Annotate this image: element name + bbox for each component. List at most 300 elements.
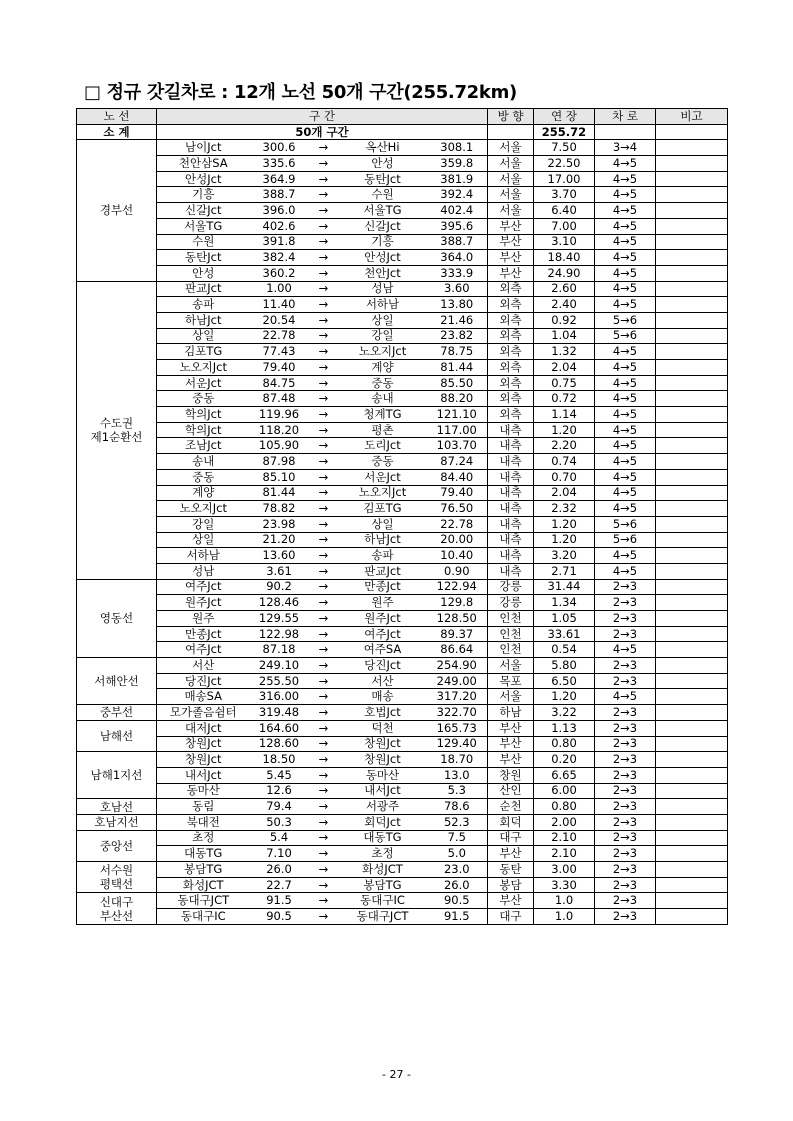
- to-km: 18.70: [427, 752, 488, 768]
- from-km: 1.00: [250, 281, 309, 297]
- lanes: 4→5: [595, 407, 656, 423]
- subtotal-length: 255.72: [534, 124, 595, 140]
- table-row: [77, 689, 728, 705]
- arrow: →: [309, 862, 339, 878]
- from-km: 402.6: [250, 218, 309, 234]
- from-km: 382.4: [250, 250, 309, 266]
- length: 1.20: [534, 689, 595, 705]
- to-km: 5.3: [427, 783, 488, 799]
- from-point: 기흥: [157, 187, 250, 203]
- direction: 목포: [488, 673, 534, 689]
- arrow: →: [309, 909, 339, 925]
- to-point: 동마산: [339, 767, 427, 783]
- lanes: 2→3: [595, 626, 656, 642]
- to-km: 254.90: [427, 658, 488, 674]
- table-row: [77, 909, 728, 925]
- direction: 순천: [488, 799, 534, 815]
- lanes: 2→3: [595, 720, 656, 736]
- table-row: [77, 846, 728, 862]
- route-name: 서수원 평택선: [77, 862, 157, 893]
- to-km: 84.40: [427, 469, 488, 485]
- from-km: 164.60: [250, 720, 309, 736]
- to-km: 10.40: [427, 548, 488, 564]
- to-km: 388.7: [427, 234, 488, 250]
- to-point: 원주: [339, 595, 427, 611]
- table-row: [77, 532, 728, 548]
- remarks: [656, 218, 728, 234]
- remarks: [656, 344, 728, 360]
- direction: 대구: [488, 909, 534, 925]
- length: 5.80: [534, 658, 595, 674]
- to-point: 안성: [339, 156, 427, 172]
- header-row: [77, 109, 728, 125]
- remarks: [656, 501, 728, 517]
- to-point: 대동TG: [339, 830, 427, 846]
- arrow: →: [309, 375, 339, 391]
- from-km: 12.6: [250, 783, 309, 799]
- arrow: →: [309, 360, 339, 376]
- to-point: 평촌: [339, 422, 427, 438]
- route-name: 영동선: [77, 579, 157, 657]
- to-km: 381.9: [427, 171, 488, 187]
- table-row: [77, 281, 728, 297]
- lanes: 2→3: [595, 736, 656, 752]
- direction: 부산: [488, 250, 534, 266]
- to-point: 노오지Jct: [339, 485, 427, 501]
- route-name: 호남지선: [77, 814, 157, 830]
- length: 0.20: [534, 752, 595, 768]
- lanes: 5→6: [595, 516, 656, 532]
- to-point: 회덕Jct: [339, 814, 427, 830]
- remarks: [656, 438, 728, 454]
- remarks: [656, 454, 728, 470]
- from-km: 22.78: [250, 328, 309, 344]
- from-km: 119.96: [250, 407, 309, 423]
- lanes: 5→6: [595, 532, 656, 548]
- length: 0.75: [534, 375, 595, 391]
- from-km: 5.45: [250, 767, 309, 783]
- from-km: 79.40: [250, 360, 309, 376]
- arrow: →: [309, 438, 339, 454]
- subtotal-direction: [488, 124, 534, 140]
- arrow: →: [309, 611, 339, 627]
- to-point: 판교Jct: [339, 563, 427, 579]
- arrow: →: [309, 171, 339, 187]
- from-km: 7.10: [250, 846, 309, 862]
- table-row: [77, 814, 728, 830]
- length: 1.20: [534, 516, 595, 532]
- page-title: □ 정규 갓길차로 : 12개 노선 50개 구간(255.72km): [84, 82, 517, 103]
- from-point: 대저Jct: [157, 720, 250, 736]
- direction: 외측: [488, 281, 534, 297]
- remarks: [656, 469, 728, 485]
- lanes: 4→5: [595, 344, 656, 360]
- length: 24.90: [534, 265, 595, 281]
- length: 3.30: [534, 877, 595, 893]
- from-point: 화성JCT: [157, 877, 250, 893]
- arrow: →: [309, 814, 339, 830]
- to-point: 여주Jct: [339, 626, 427, 642]
- arrow: →: [309, 407, 339, 423]
- lanes: 5→6: [595, 328, 656, 344]
- from-point: 서산: [157, 658, 250, 674]
- to-km: 52.3: [427, 814, 488, 830]
- length: 2.40: [534, 297, 595, 313]
- direction: 대구: [488, 830, 534, 846]
- from-km: 249.10: [250, 658, 309, 674]
- arrow: →: [309, 563, 339, 579]
- direction: 부산: [488, 234, 534, 250]
- route-name: 남해선: [77, 720, 157, 751]
- length: 6.65: [534, 767, 595, 783]
- from-km: 84.75: [250, 375, 309, 391]
- route-name: 서해안선: [77, 658, 157, 705]
- from-km: 129.55: [250, 611, 309, 627]
- table-row: [77, 548, 728, 564]
- lanes: 4→5: [595, 391, 656, 407]
- remarks: [656, 673, 728, 689]
- to-point: 도리Jct: [339, 438, 427, 454]
- arrow: →: [309, 642, 339, 658]
- from-point: 안성: [157, 265, 250, 281]
- from-point: 강일: [157, 516, 250, 532]
- from-km: 388.7: [250, 187, 309, 203]
- from-point: 남이Jct: [157, 140, 250, 156]
- to-km: 322.70: [427, 705, 488, 721]
- to-point: 상일: [339, 312, 427, 328]
- table-row: [77, 830, 728, 846]
- from-point: 당진Jct: [157, 673, 250, 689]
- lanes: 2→3: [595, 752, 656, 768]
- table-row: [77, 360, 728, 376]
- from-point: 원주Jct: [157, 595, 250, 611]
- length: 3.70: [534, 187, 595, 203]
- direction: 내측: [488, 454, 534, 470]
- to-km: 78.75: [427, 344, 488, 360]
- direction: 내측: [488, 438, 534, 454]
- lanes: 2→3: [595, 877, 656, 893]
- lanes: 4→5: [595, 642, 656, 658]
- direction: 강릉: [488, 595, 534, 611]
- lanes: 2→3: [595, 658, 656, 674]
- remarks: [656, 281, 728, 297]
- lanes: 4→5: [595, 485, 656, 501]
- from-point: 북대전: [157, 814, 250, 830]
- arrow: →: [309, 250, 339, 266]
- direction: 내측: [488, 548, 534, 564]
- table-row: [77, 862, 728, 878]
- to-point: 화성JCT: [339, 862, 427, 878]
- from-km: 13.60: [250, 548, 309, 564]
- to-point: 송파: [339, 548, 427, 564]
- arrow: →: [309, 626, 339, 642]
- to-km: 23.82: [427, 328, 488, 344]
- from-point: 초정: [157, 830, 250, 846]
- lanes: 4→5: [595, 281, 656, 297]
- to-km: 0.90: [427, 563, 488, 579]
- to-point: 서하남: [339, 297, 427, 313]
- table-row: [77, 893, 728, 909]
- to-km: 121.10: [427, 407, 488, 423]
- direction: 외측: [488, 344, 534, 360]
- length: 2.00: [534, 814, 595, 830]
- from-km: 77.43: [250, 344, 309, 360]
- from-km: 87.98: [250, 454, 309, 470]
- direction: 창원: [488, 767, 534, 783]
- to-km: 165.73: [427, 720, 488, 736]
- lanes: 2→3: [595, 893, 656, 909]
- table-row: [77, 752, 728, 768]
- remarks: [656, 328, 728, 344]
- from-km: 91.5: [250, 893, 309, 909]
- to-point: 청계TG: [339, 407, 427, 423]
- from-km: 391.8: [250, 234, 309, 250]
- direction: 외측: [488, 297, 534, 313]
- length: 0.80: [534, 799, 595, 815]
- arrow: →: [309, 846, 339, 862]
- length: 1.04: [534, 328, 595, 344]
- from-km: 360.2: [250, 265, 309, 281]
- to-point: 만종Jct: [339, 579, 427, 595]
- from-km: 23.98: [250, 516, 309, 532]
- to-km: 21.46: [427, 312, 488, 328]
- table-row: [77, 344, 728, 360]
- length: 1.20: [534, 422, 595, 438]
- table-row: [77, 391, 728, 407]
- remarks: [656, 187, 728, 203]
- from-point: 판교Jct: [157, 281, 250, 297]
- from-point: 조남Jct: [157, 438, 250, 454]
- arrow: →: [309, 265, 339, 281]
- from-point: 내서Jct: [157, 767, 250, 783]
- shoulder-lane-table: [76, 108, 728, 925]
- lanes: 4→5: [595, 234, 656, 250]
- remarks: [656, 689, 728, 705]
- direction: 외측: [488, 391, 534, 407]
- route-name: 중앙선: [77, 830, 157, 861]
- remarks: [656, 830, 728, 846]
- to-km: 78.6: [427, 799, 488, 815]
- remarks: [656, 375, 728, 391]
- direction: 내측: [488, 469, 534, 485]
- length: 7.00: [534, 218, 595, 234]
- to-point: 내서Jct: [339, 783, 427, 799]
- from-km: 5.4: [250, 830, 309, 846]
- to-point: 중동: [339, 454, 427, 470]
- arrow: →: [309, 391, 339, 407]
- lanes: 4→5: [595, 375, 656, 391]
- from-km: 22.7: [250, 877, 309, 893]
- from-point: 노오지Jct: [157, 360, 250, 376]
- remarks: [656, 297, 728, 313]
- from-km: 78.82: [250, 501, 309, 517]
- table-row: [77, 642, 728, 658]
- direction: 산인: [488, 783, 534, 799]
- route-name: 신대구 부산선: [77, 893, 157, 924]
- lanes: 4→5: [595, 218, 656, 234]
- to-km: 90.5: [427, 893, 488, 909]
- to-point: 서운Jct: [339, 469, 427, 485]
- remarks: [656, 548, 728, 564]
- arrow: →: [309, 548, 339, 564]
- table-row: [77, 218, 728, 234]
- to-point: 동대구JCT: [339, 909, 427, 925]
- to-point: 신갈Jct: [339, 218, 427, 234]
- from-point: 성남: [157, 563, 250, 579]
- remarks: [656, 140, 728, 156]
- header-direction: 방 향: [488, 109, 534, 125]
- direction: 서울: [488, 689, 534, 705]
- remarks: [656, 265, 728, 281]
- table-row: [77, 407, 728, 423]
- from-km: 90.5: [250, 909, 309, 925]
- from-km: 118.20: [250, 422, 309, 438]
- remarks: [656, 736, 728, 752]
- length: 3.20: [534, 548, 595, 564]
- direction: 외측: [488, 328, 534, 344]
- to-point: 성남: [339, 281, 427, 297]
- table-row: [77, 234, 728, 250]
- direction: 서울: [488, 658, 534, 674]
- route-name: 남해1지선: [77, 752, 157, 799]
- from-point: 모가졸음쉼터: [157, 705, 250, 721]
- from-point: 노오지Jct: [157, 501, 250, 517]
- lanes: 4→5: [595, 548, 656, 564]
- lanes: 4→5: [595, 297, 656, 313]
- arrow: →: [309, 532, 339, 548]
- direction: 부산: [488, 752, 534, 768]
- header-section: 구 간: [157, 109, 488, 125]
- from-point: 송내: [157, 454, 250, 470]
- to-km: 392.4: [427, 187, 488, 203]
- length: 2.04: [534, 485, 595, 501]
- length: 1.14: [534, 407, 595, 423]
- arrow: →: [309, 203, 339, 219]
- lanes: 2→3: [595, 846, 656, 862]
- direction: 내측: [488, 485, 534, 501]
- arrow: →: [309, 783, 339, 799]
- arrow: →: [309, 893, 339, 909]
- table-row: [77, 140, 728, 156]
- from-point: 중동: [157, 391, 250, 407]
- direction: 내측: [488, 422, 534, 438]
- remarks: [656, 422, 728, 438]
- length: 6.00: [534, 783, 595, 799]
- arrow: →: [309, 454, 339, 470]
- to-km: 23.0: [427, 862, 488, 878]
- table-row: [77, 469, 728, 485]
- header-length: 연 장: [534, 109, 595, 125]
- lanes: 2→3: [595, 909, 656, 925]
- from-point: 동대구IC: [157, 909, 250, 925]
- page-number: - 27 -: [382, 1068, 411, 1081]
- direction: 외측: [488, 360, 534, 376]
- to-point: 호법Jct: [339, 705, 427, 721]
- lanes: 4→5: [595, 438, 656, 454]
- header-remarks: 비고: [656, 109, 728, 125]
- arrow: →: [309, 516, 339, 532]
- to-km: 79.40: [427, 485, 488, 501]
- lanes: 4→5: [595, 250, 656, 266]
- remarks: [656, 658, 728, 674]
- lanes: 2→3: [595, 611, 656, 627]
- to-km: 333.9: [427, 265, 488, 281]
- direction: 부산: [488, 218, 534, 234]
- length: 1.0: [534, 909, 595, 925]
- from-km: 11.40: [250, 297, 309, 313]
- arrow: →: [309, 767, 339, 783]
- remarks: [656, 720, 728, 736]
- from-km: 396.0: [250, 203, 309, 219]
- to-point: 봉담TG: [339, 877, 427, 893]
- lanes: 2→3: [595, 767, 656, 783]
- to-km: 81.44: [427, 360, 488, 376]
- arrow: →: [309, 344, 339, 360]
- from-point: 신갈Jct: [157, 203, 250, 219]
- remarks: [656, 516, 728, 532]
- to-km: 85.50: [427, 375, 488, 391]
- length: 3.22: [534, 705, 595, 721]
- from-km: 122.98: [250, 626, 309, 642]
- direction: 외측: [488, 407, 534, 423]
- arrow: →: [309, 485, 339, 501]
- table-row: [77, 250, 728, 266]
- to-point: 동대구IC: [339, 893, 427, 909]
- from-km: 20.54: [250, 312, 309, 328]
- to-point: 여주SA: [339, 642, 427, 658]
- from-km: 128.46: [250, 595, 309, 611]
- header-route: 노 선: [77, 109, 157, 125]
- from-point: 계양: [157, 485, 250, 501]
- length: 3.10: [534, 234, 595, 250]
- lanes: 5→6: [595, 312, 656, 328]
- lanes: 4→5: [595, 203, 656, 219]
- table-row: [77, 485, 728, 501]
- subtotal-remarks: [656, 124, 728, 140]
- remarks: [656, 203, 728, 219]
- from-point: 천안삼SA: [157, 156, 250, 172]
- from-point: 서운Jct: [157, 375, 250, 391]
- from-point: 동탄Jct: [157, 250, 250, 266]
- to-km: 26.0: [427, 877, 488, 893]
- lanes: 4→5: [595, 187, 656, 203]
- remarks: [656, 171, 728, 187]
- remarks: [656, 532, 728, 548]
- lanes: 4→5: [595, 422, 656, 438]
- from-km: 50.3: [250, 814, 309, 830]
- from-km: 319.48: [250, 705, 309, 721]
- to-point: 서울TG: [339, 203, 427, 219]
- table-row: [77, 422, 728, 438]
- to-point: 안성Jct: [339, 250, 427, 266]
- remarks: [656, 611, 728, 627]
- direction: 인천: [488, 642, 534, 658]
- length: 2.20: [534, 438, 595, 454]
- to-km: 13.0: [427, 767, 488, 783]
- length: 0.72: [534, 391, 595, 407]
- from-km: 26.0: [250, 862, 309, 878]
- table-row: [77, 799, 728, 815]
- table-row: [77, 297, 728, 313]
- from-point: 봉담TG: [157, 862, 250, 878]
- from-km: 21.20: [250, 532, 309, 548]
- direction: 동탄: [488, 862, 534, 878]
- length: 18.40: [534, 250, 595, 266]
- remarks: [656, 563, 728, 579]
- from-point: 동대구JCT: [157, 893, 250, 909]
- table-row: [77, 171, 728, 187]
- from-point: 수원: [157, 234, 250, 250]
